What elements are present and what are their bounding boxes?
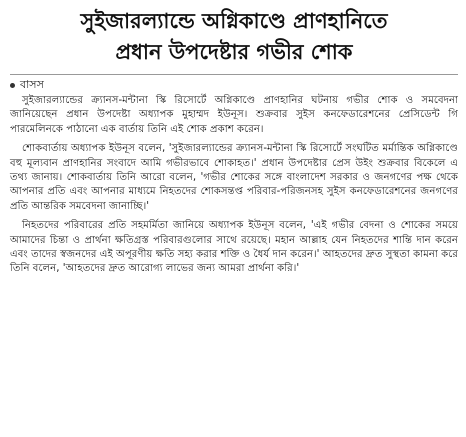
paragraph-1: সুইজারল্যান্ডের ক্র্যানস-মন্টানা স্কি রিসোর্টে অগ্নিকাণ্ডে প্রাণহানির ঘটনায় গভীর শোক ও সমবেদনা জানিয়েছেন প্রধান উপদেষ্টা অধ্যাপক মুহাম্মদ ইউনূস। শুক্রবার সুইস কনফেডারেশনের প্রেসিডেন্ট গি পারমেলিনকে পাঠানো এক বার্তায় তিনি এই শোক প্রকাশ করেন। [10, 95, 458, 135]
headline-line-1: সুইজারল্যান্ডে অগ্নিকাণ্ডে প্রাণহানিতে [80, 9, 388, 33]
headline-divider [10, 74, 458, 75]
paragraph-3: নিহতদের পরিবারের প্রতি সহমর্মিতা জানিয়ে অধ্যাপক ইউনূস বলেন, 'এই গভীর বেদনা ও শোকের সময়ে আমাদের চিন্তা ও প্রার্থনা ক্ষতিগ্রস্ত পরিবারগুলোর সাথে রয়েছে। মহান আল্লাহ যেন নিহতদের শান্তি দান করেন এবং তাদের স্বজনদের এই অপূরণীয় ক্ষতি সহ্য করার শক্তি ও ধৈর্য দান করেন।' আহতদের দ্রুত সুস্থতা কামনা করে তিনি বলেন, 'আহতদের দ্রুত আরোগ্য লাভের জন্য আমরা প্রার্থনা করি।' [10, 220, 458, 275]
headline [10, 6, 458, 68]
headline-line-2: প্রধান উপদেষ্টার গভীর শোক [115, 40, 353, 64]
byline [10, 78, 458, 92]
paragraph-2: শোকবার্তায় অধ্যাপক ইউনূস বলেন, 'সুইজারল্যান্ডের ক্র্যানস-মন্টানা স্কি রিসোর্টে সংঘটিত মর্মান্তিক অগ্নিকাণ্ডে বহু মূল্যবান প্রাণহানির সংবাদে আমি গভীরভাবে শোকাহত।' প্রধান উপদেষ্টার প্রেস উইং শুক্রবার বিকেলে এ তথ্য জানায়। শোকবার্তায় তিনি আরো বলেন, 'গভীর শোকের সঙ্গে বাংলাদেশ সরকার ও জনগণের পক্ষ থেকে আপনার প্রতি এবং আপনার মাধ্যমে নিহতদের শোকসন্তপ্ত পরিবার-পরিজনসহ সুইস কনফেডারেশনের জনগণের প্রতি আন্তরিক সমবেদনা জানাচ্ছি।' [10, 143, 458, 212]
byline-source: বাসস [20, 78, 44, 91]
bullet-icon [10, 83, 15, 88]
